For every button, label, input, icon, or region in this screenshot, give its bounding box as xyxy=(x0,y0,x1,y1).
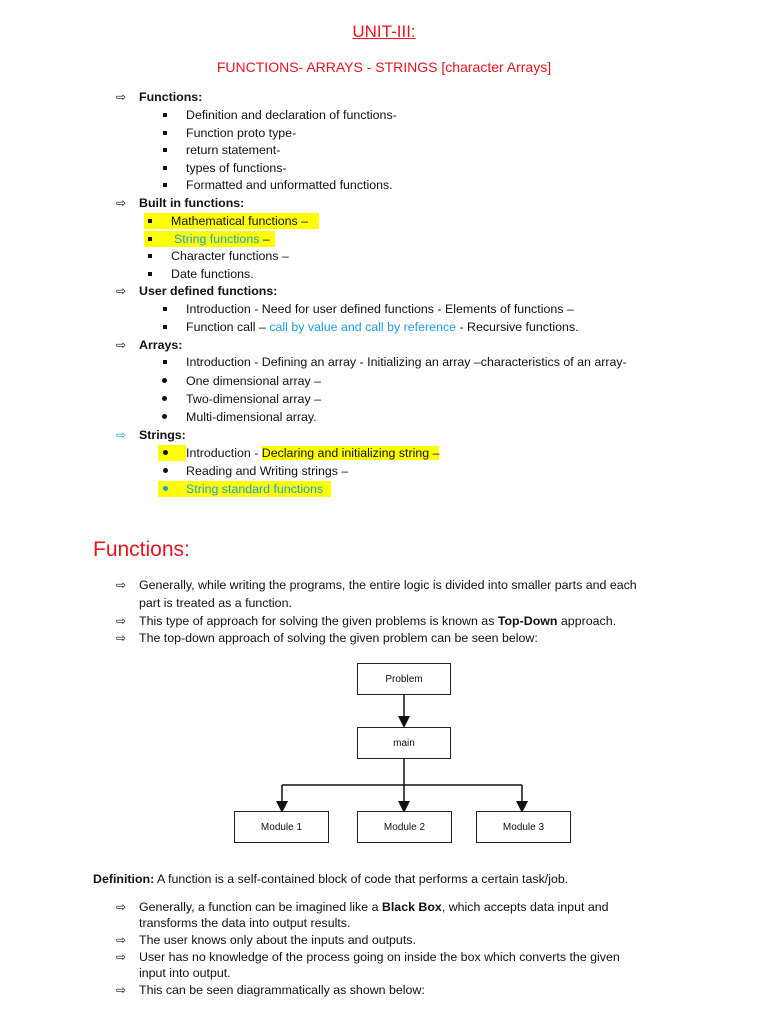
outline-heading-arrays: Arrays: xyxy=(139,338,183,352)
outline-item: Introduction - Declaring and initializing string – xyxy=(186,446,440,460)
paragraph-line: The user knows only about the inputs and outputs. xyxy=(139,933,416,947)
outline-heading-strings: Strings: xyxy=(139,428,186,442)
round-bullet-icon xyxy=(163,486,168,491)
diagram-box-module-2: Module 2 xyxy=(357,811,452,843)
unit-title: UNIT-III: xyxy=(352,22,416,41)
square-bullet-icon xyxy=(163,325,167,329)
arrow-bullet-icon: ⇨ xyxy=(116,284,127,298)
outline-item: Function call – call by value and call by reference - Recursive functions. xyxy=(186,320,579,334)
paragraph-line: This type of approach for solving the given problems is known as Top-Down approach. xyxy=(139,614,617,628)
arrow-bullet-icon: ⇨ xyxy=(116,90,127,104)
outline-item: Formatted and unformatted functions. xyxy=(186,178,393,192)
square-bullet-icon xyxy=(163,148,167,152)
square-bullet-icon xyxy=(163,166,167,170)
square-bullet-icon xyxy=(163,131,167,135)
arrow-bullet-icon: ⇨ xyxy=(116,428,127,442)
outline-item: Multi-dimensional array. xyxy=(186,410,317,424)
outline-heading-functions: Functions: xyxy=(139,90,203,104)
round-bullet-icon xyxy=(162,396,167,401)
outline-item: Function proto type- xyxy=(186,126,297,140)
arrow-bullet-icon: ⇨ xyxy=(116,933,127,947)
arrow-bullet-icon: ⇨ xyxy=(116,578,127,592)
outline-item: String standard functions xyxy=(186,482,324,496)
round-bullet-icon xyxy=(162,378,167,383)
square-bullet-icon xyxy=(163,307,167,311)
arrow-bullet-icon: ⇨ xyxy=(116,900,127,914)
square-bullet-icon xyxy=(163,360,167,364)
paragraph-line: Generally, while writing the programs, the entire logic is divided into smaller parts and each xyxy=(139,578,637,592)
round-bullet-icon xyxy=(163,450,168,455)
outline-item: Date functions. xyxy=(171,267,254,281)
outline-item: Mathematical functions – xyxy=(171,214,309,228)
arrow-bullet-icon: ⇨ xyxy=(116,338,127,352)
outline-item: types of functions- xyxy=(186,161,287,175)
section-title: Functions: xyxy=(93,538,190,561)
outline-heading-builtin: Built in functions: xyxy=(139,196,245,210)
outline-item: Character functions – xyxy=(171,249,289,263)
round-bullet-icon xyxy=(162,414,167,419)
round-bullet-icon xyxy=(163,468,168,473)
outline-item: Introduction - Need for user defined functions - Elements of functions – xyxy=(186,302,574,316)
outline-item: String functions – xyxy=(174,232,270,246)
paragraph-line: part is treated as a function. xyxy=(139,596,292,610)
paragraph-line: User has no knowledge of the process going on inside the box which converts the given xyxy=(139,950,620,964)
outline-item: return statement- xyxy=(186,143,281,157)
outline-item: Definition and declaration of functions- xyxy=(186,108,397,122)
square-bullet-icon xyxy=(148,219,152,223)
diagram-box-main: main xyxy=(357,727,451,759)
arrow-bullet-icon: ⇨ xyxy=(116,196,127,210)
outline-item: One dimensional array – xyxy=(186,374,321,388)
outline-item: Reading and Writing strings – xyxy=(186,464,349,478)
outline-item: Introduction - Defining an array - Initializing an array –characteristics of an array- xyxy=(186,355,627,369)
paragraph-line: transforms the data into output results. xyxy=(139,916,351,930)
paragraph-line: input into output. xyxy=(139,966,231,980)
square-bullet-icon xyxy=(163,183,167,187)
square-bullet-icon xyxy=(148,272,152,276)
outline-item: Two-dimensional array – xyxy=(186,392,321,406)
diagram-box-module-1: Module 1 xyxy=(234,811,329,843)
arrow-bullet-icon: ⇨ xyxy=(116,614,127,628)
arrow-bullet-icon: ⇨ xyxy=(116,983,127,997)
paragraph-line: The top-down approach of solving the given problem can be seen below: xyxy=(139,631,538,645)
paragraph-line: Generally, a function can be imagined like a Black Box, which accepts data input and xyxy=(139,900,609,914)
square-bullet-icon xyxy=(148,237,152,241)
paragraph-line: This can be seen diagrammatically as shown below: xyxy=(139,983,425,997)
definition-line: Definition: A function is a self-contained block of code that performs a certain task/job. xyxy=(93,872,569,886)
square-bullet-icon xyxy=(163,113,167,117)
square-bullet-icon xyxy=(148,254,152,258)
outline-heading-user-defined: User defined functions: xyxy=(139,284,278,298)
arrow-bullet-icon: ⇨ xyxy=(116,950,127,964)
diagram-box-problem: Problem xyxy=(357,663,451,695)
diagram-box-module-3: Module 3 xyxy=(476,811,571,843)
arrow-bullet-icon: ⇨ xyxy=(116,631,127,645)
unit-subtitle: FUNCTIONS- ARRAYS - STRINGS [character Arrays] xyxy=(216,59,552,75)
